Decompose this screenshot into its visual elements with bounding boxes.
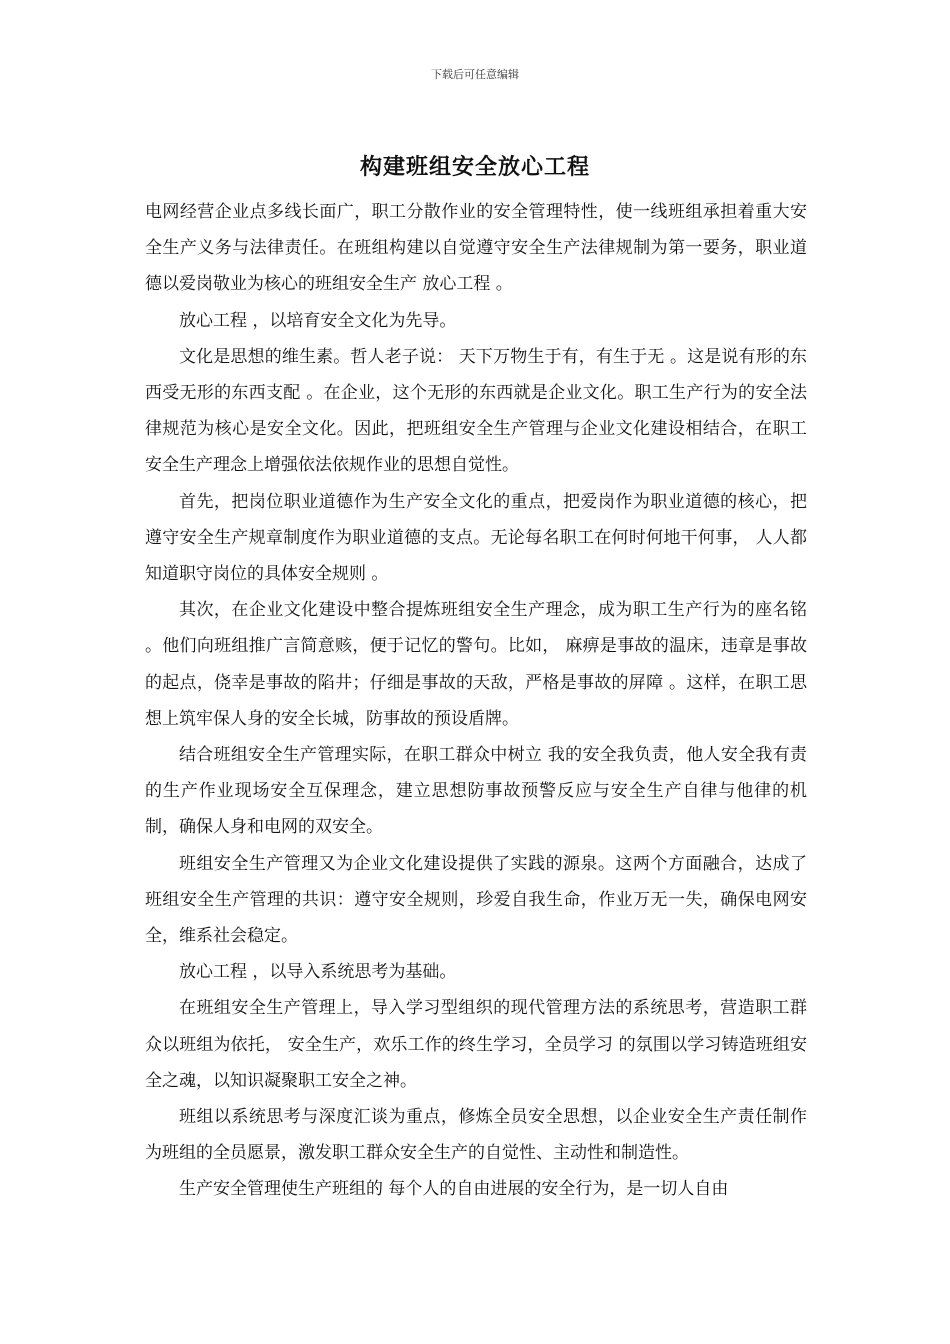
paragraph: 结合班组安全生产管理实际，在职工群众中树立 我的安全我负责，他人安全我有责 的生产作业现场安全互保理念，建立思想防事故预警反应与安全生产自律与他律的机制，确保人身和电网的双安全。 — [145, 745, 807, 838]
page-header-note: 下载后可任意编辑 — [431, 68, 519, 81]
paragraph: 班组安全生产管理又为企业文化建设提供了实践的源泉。这两个方面融合，达成了班组安全生产管理的共识：遵守安全规则，珍爱自我生命，作业万无一失，确保电网安全，维系社会稳定。 — [145, 853, 807, 947]
document-body — [145, 194, 807, 1208]
paragraph: 文化是思想的维生素。哲人老子说： 天下万物生于有，有生于无 。这是说有形的东西受无形的东西支配 。在企业，这个无形的东西就是企业文化。职工生产行为的安全法律规范为核心是安全文化。因此，把班组安全生产管理与企业文化建设相结合，在职工安全生产理念上增强依法依规作业的思想自觉性。 — [145, 346, 807, 476]
paragraph: 首先，把岗位职业道德作为生产安全文化的重点，把爱岗作为职业道德的核心，把遵守安全生产规章制度作为职业道德的支点。无论每名职工在何时何地干何事， 人人都知道职守岗位的具体安全规则 。 — [145, 491, 807, 585]
paragraph: 其次，在企业文化建设中整合提炼班组安全生产理念，成为职工生产行为的座名铭 。他们向班组推广言简意赅，便于记忆的警句。比如， 麻痹是事故的温床，违章是事故的起点，侥幸是事故的陷井；仔细是事故的天敌，严格是事故的屏障 。这样，在职工思想上筑牢保人身的安全长城，防事故的预设盾牌。 — [145, 600, 807, 729]
paragraph: 电网经营企业点多线长面广，职工分散作业的安全管理特性，使一线班组承担着重大安全生产义务与法律责任。在班组构建以自觉遵守安全生产法律规制为第一要务，职业道德以爱岗敬业为核心的班组安全生产 放心工程 。 — [145, 202, 807, 295]
paragraph: 放心工程 ，以导入系统思考为基础。 — [179, 962, 457, 983]
document-title: 构建班组安全放心工程 — [359, 154, 590, 180]
paragraph: 班组以系统思考与深度汇谈为重点，修炼全员安全思想，以企业安全生产责任制作为班组的全员愿景，激发职工群众安全生产的自觉性、主动性和制造性。 — [145, 1107, 807, 1164]
paragraph: 放心工程 ，以培育安全文化为先导。 — [179, 310, 457, 331]
paragraph: 生产安全管理使生产班组的 每个人的自由进展的安全行为，是一切人自由 — [179, 1179, 729, 1200]
paragraph: 在班组安全生产管理上，导入学习型组织的现代管理方法的系统思考，营造职工群众以班组为依托， 安全生产，欢乐工作的终生学习，全员学习 的氛围以学习铸造班组安全之魂，以知识凝聚职工安全之神。 — [145, 998, 807, 1091]
